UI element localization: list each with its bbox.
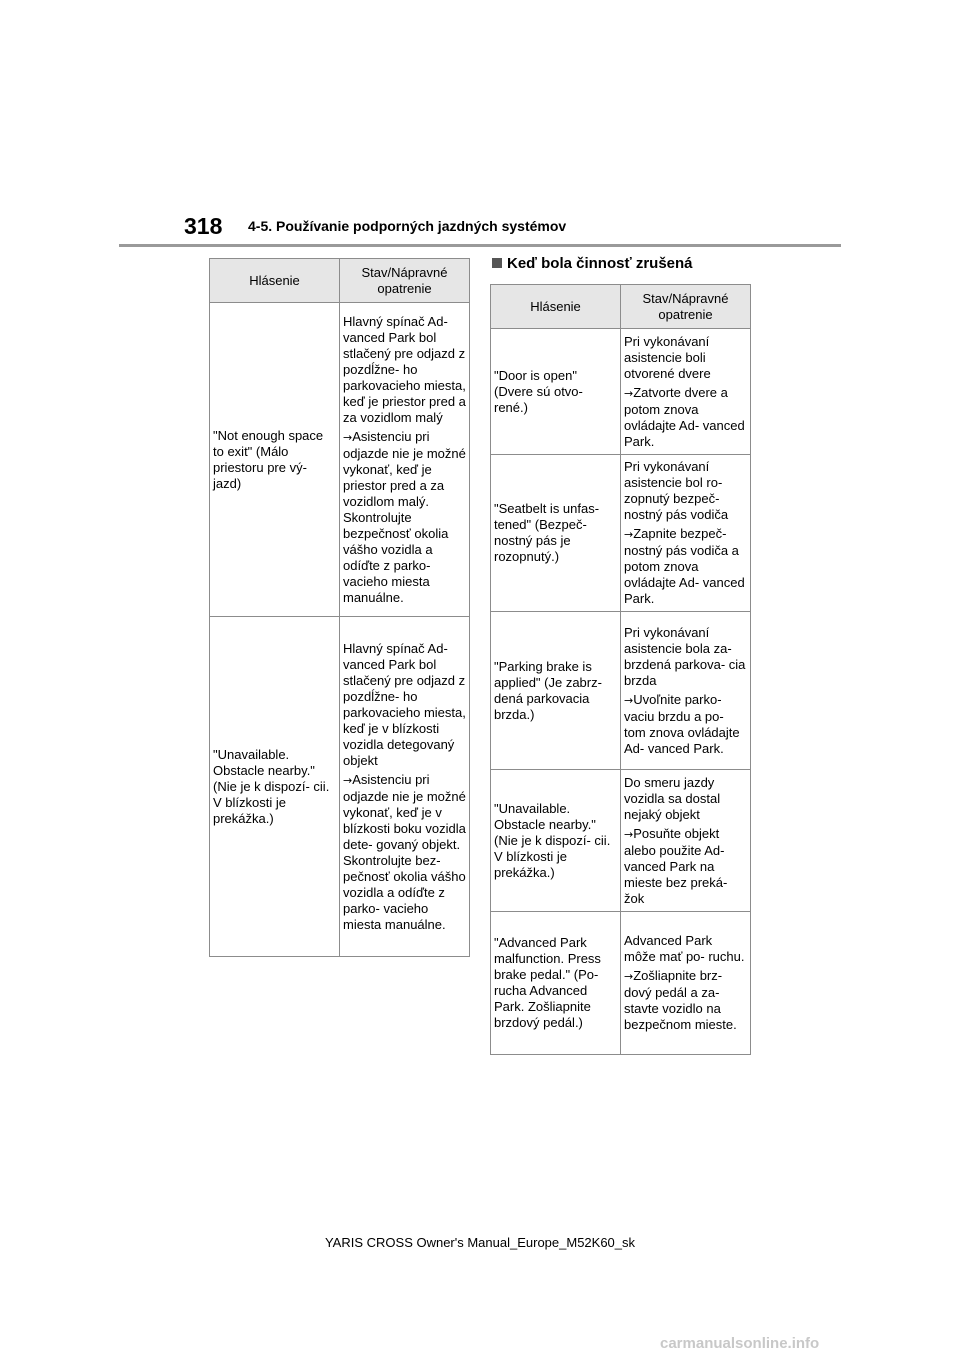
arrow-icon: → [624,970,634,983]
arrow-icon: → [624,528,634,541]
status-cell [621,329,751,455]
watermark: carmanualsonline.info [660,1335,820,1352]
table-row [491,612,751,770]
table-row [491,912,751,1055]
page-number: 318 [184,213,223,239]
status-text: Pri vykonávaní asistencie bola za- brzdená parkova- cia brzda [624,624,746,688]
arrow-icon: → [624,693,634,707]
column-header-message: Hlásenie [491,285,621,329]
arrow-icon: → [343,430,353,444]
status-cell [621,612,751,770]
action-text: Uvoľnite parko- vaciu brzdu a po- tom znova ovládajte Ad- vanced Park. [624,691,740,756]
table-row [210,617,470,957]
status-text: Pri vykonávaní asistencie boli otvorené dvere [624,333,711,381]
message-cell: "Unavailable. Obstacle nearby." (Nie je k dispozí- cii. V blízkosti je prekážka.) [210,617,340,957]
status-text: Do smeru jazdy vozidla sa dostal nejaký objekt [624,774,721,822]
status-cell [340,617,470,957]
status-text: Hlavný spínač Ad- vanced Park bol stlačený pre odjazd z pozdĺžne- ho parkovacieho miesta, keď je v blízkosti vozidla detegovaný objekt [343,640,466,768]
column-header-status: Stav/Nápravné opatrenie [340,259,470,303]
action-text: Zapnite bezpeč- nostný pás vodiča a potom znova ovládajte Ad- vanced Park. [624,526,745,606]
section-title: 4-5. Používanie podporných jazdných systémov [248,218,567,234]
message-cell: "Seatbelt is unfas- tened" (Bezpeč- nostný pás je rozopnutý.) [491,455,621,612]
status-cell [621,770,751,912]
message-cell: "Advanced Park malfunction. Press brake pedal." (Po- rucha Advanced Park. Zošliapnite brzdový pedál.) [491,912,621,1055]
header-rule [119,244,841,247]
message-cell: "Door is open" (Dvere sú otvo- rené.) [491,329,621,455]
table-row [491,770,751,912]
table-row [210,303,470,617]
message-cell: "Parking brake is applied" (Je zabrz- dená parkovacia brzda.) [491,612,621,770]
arrow-icon: → [624,827,634,841]
status-cell [340,303,470,617]
status-text: Hlavný spínač Ad- vanced Park bol stlačený pre odjazd z pozdĺžne- ho parkovacieho miesta, keď je priestor pred a za vozidlom malý [343,313,466,425]
action-text: Asistenciu pri odjazde nie je možné vykonať, keď je v blízkosti boku vozidla dete- govaný objekt. Skontrolujte bez- pečnosť okolia vášho vozidla a odíďte z parko- vacieho miesta manuálne. [343,771,466,932]
message-cell: "Not enough space to exit" (Málo priestoru pre vý- jazd) [210,303,340,617]
square-bullet-icon [492,258,502,268]
action-text: Zatvorte dvere a potom znova ovládajte Ad- vanced Park. [624,384,745,449]
action-text: Posuňte objekt alebo použite Ad- vanced Park na mieste bez preká- žok [624,825,728,906]
action-text: Asistenciu pri odjazde nie je možné vykonať, keď je priestor pred a za vozidlom malý. Skontrolujte bezpečnosť okolia vášho vozidla a odíďte z parko- vacieho miesta manuálne. [343,428,466,605]
left-message-table [209,258,470,957]
table-row [491,329,751,455]
column-header-message: Hlásenie [210,259,340,303]
footer: YARIS CROSS Owner's Manual_Europe_M52K60_sk [324,1235,636,1250]
section-heading: Keď bola činnosť zrušená [492,255,693,272]
status-cell [621,912,751,1055]
action-text: Zošliapnite brz- dový pedál a za- stavte vozidlo na bezpečnom mieste. [624,968,737,1032]
status-text: Advanced Park môže mať po- ruchu. [624,933,745,964]
status-cell [621,455,751,612]
arrow-icon: → [343,773,353,787]
message-cell: "Unavailable. Obstacle nearby." (Nie je k dispozí- cii. V blízkosti je prekážka.) [491,770,621,912]
table-row [491,455,751,612]
right-message-table [490,284,751,1055]
column-header-status: Stav/Nápravné opatrenie [621,285,751,329]
arrow-icon: → [624,386,634,400]
status-text: Pri vykonávaní asistencie bol ro- zopnutý bezpeč- nostný pás vodiča [624,459,729,522]
